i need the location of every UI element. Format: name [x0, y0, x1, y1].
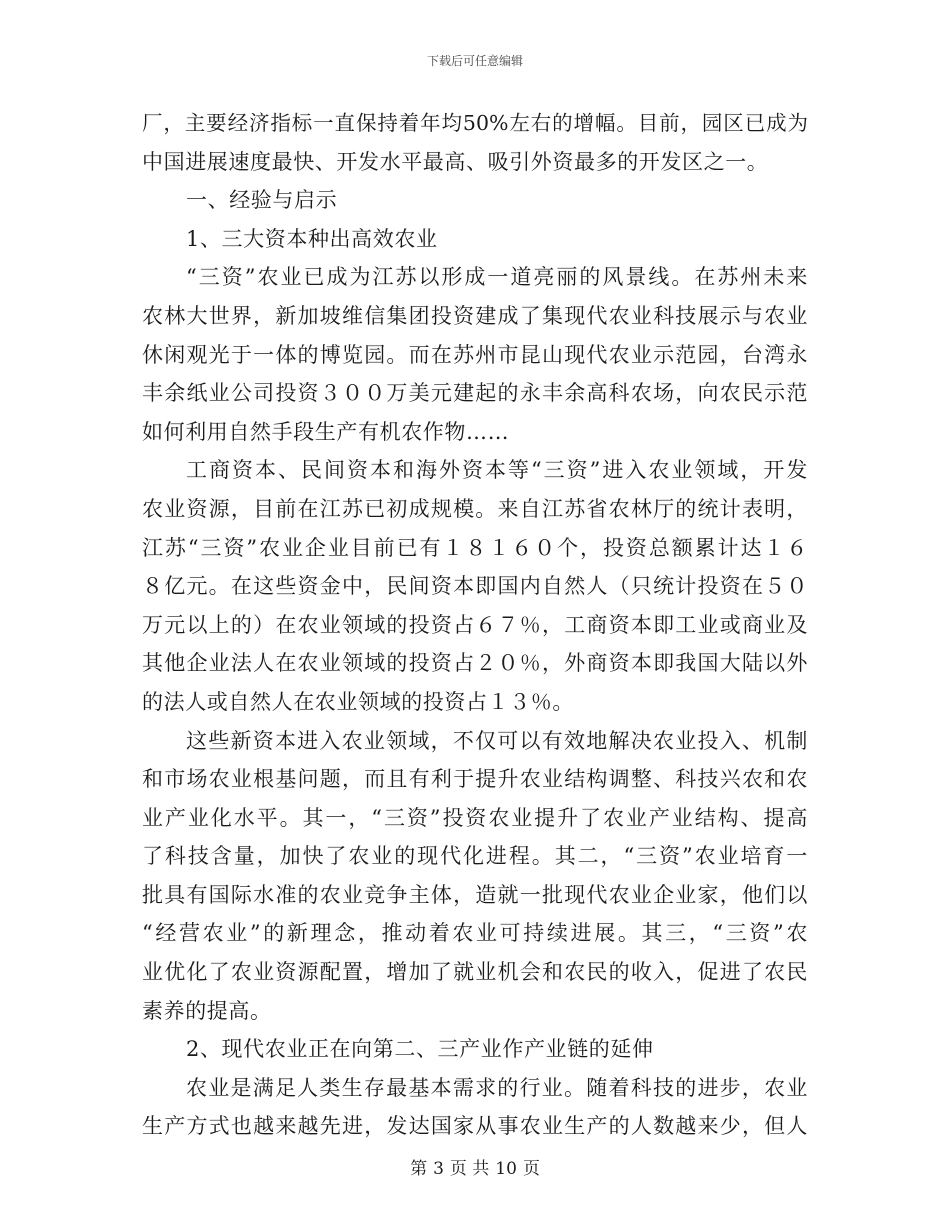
page-header-note: 下载后可任意编辑	[426, 54, 523, 68]
body-text-line: 2、现代农业正在向第二、三产业作产业链的延伸	[186, 1037, 654, 1062]
body-text-line: 业优化了农业资源配置，增加了就业机会和农民的收入，促进了农民	[142, 960, 808, 985]
body-text-line: 厂，主要经济指标一直保持着年均50%左右的增幅。目前，园区已成为	[142, 111, 808, 135]
body-text-line: 其他企业法人在农业领域的投资占２０％，外商资本即我国大陆以外	[142, 651, 808, 676]
body-text-line: ８亿元。在这些资金中，民间资本即国内自然人（只统计投资在５０	[142, 574, 808, 599]
body-text-line: 如何利用自然手段生产有机农作物……	[142, 419, 510, 444]
body-text-line: 中国进展速度最快、开发水平最高、吸引外资最多的开发区之一。	[142, 149, 769, 174]
body-text-line: 批具有国际水准的农业竞争主体，造就一批现代农业企业家，他们以	[142, 882, 808, 907]
page-footer	[0, 1154, 950, 1179]
body-text-line: 生产方式也越来越先进，发达国家从事农业生产的人数越来少，但人	[142, 1114, 808, 1139]
body-text-line: 工商资本、民间资本和海外资本等“三资”进入农业领域，开发	[186, 458, 808, 483]
body-text-line: 农业是满足人类生存最基本需求的行业。随着科技的进步，农业	[186, 1075, 808, 1100]
body-text-line: 万元以上的）在农业领域的投资占６７％，工商资本即工业或商业及	[142, 612, 808, 637]
body-text-line: 丰余纸业公司投资３００万美元建起的永丰余高科农场，向农民示范	[142, 381, 808, 406]
body-text-line: 的法人或自然人在农业领域的投资占１３％。	[142, 689, 574, 714]
body-text-line: 素养的提高。	[142, 998, 272, 1023]
body-text-line: 业产业化水平。其一，“三资”投资农业提升了农业产业结构、提高	[142, 805, 808, 830]
body-text-line: 这些新资本进入农业领域，不仅可以有效地解决农业投入、机制	[186, 728, 808, 753]
footer-current-page: 3	[433, 1159, 444, 1179]
footer-prefix: 第	[410, 1159, 428, 1179]
document-body	[142, 104, 808, 1146]
body-text-line: 1、三大资本种出高效农业	[186, 226, 438, 251]
body-text-line: “三资”农业已成为江苏以形成一道亮丽的风景线。在苏州未来	[186, 265, 808, 290]
footer-suffix: 页	[522, 1159, 540, 1179]
body-text-line: 农林大世界，新加坡维信集团投资建成了集现代农业科技展示与农业	[142, 303, 808, 328]
footer-mid: 页 共	[449, 1159, 490, 1179]
body-text-line: “经营农业”的新理念，推动着农业可持续进展。其三，“三资”农	[142, 921, 808, 946]
body-text-line: 农业资源，目前在江苏已初成规模。来自江苏省农林厅的统计表明，	[142, 496, 808, 521]
body-text-line: 和市场农业根基问题，而且有利于提升农业结构调整、科技兴农和农	[142, 767, 808, 792]
body-text-line: 一、经验与启示	[186, 188, 338, 213]
body-text-line: 江苏“三资”农业企业目前已有１８１６０个，投资总额累计达１６	[142, 535, 808, 560]
body-text-line: 休闲观光于一体的博览园。而在苏州市昆山现代农业示范园，台湾永	[142, 342, 808, 367]
body-text-line: 了科技含量，加快了农业的现代化进程。其二，“三资”农业培育一	[142, 844, 808, 869]
footer-total-pages: 10	[495, 1159, 517, 1179]
